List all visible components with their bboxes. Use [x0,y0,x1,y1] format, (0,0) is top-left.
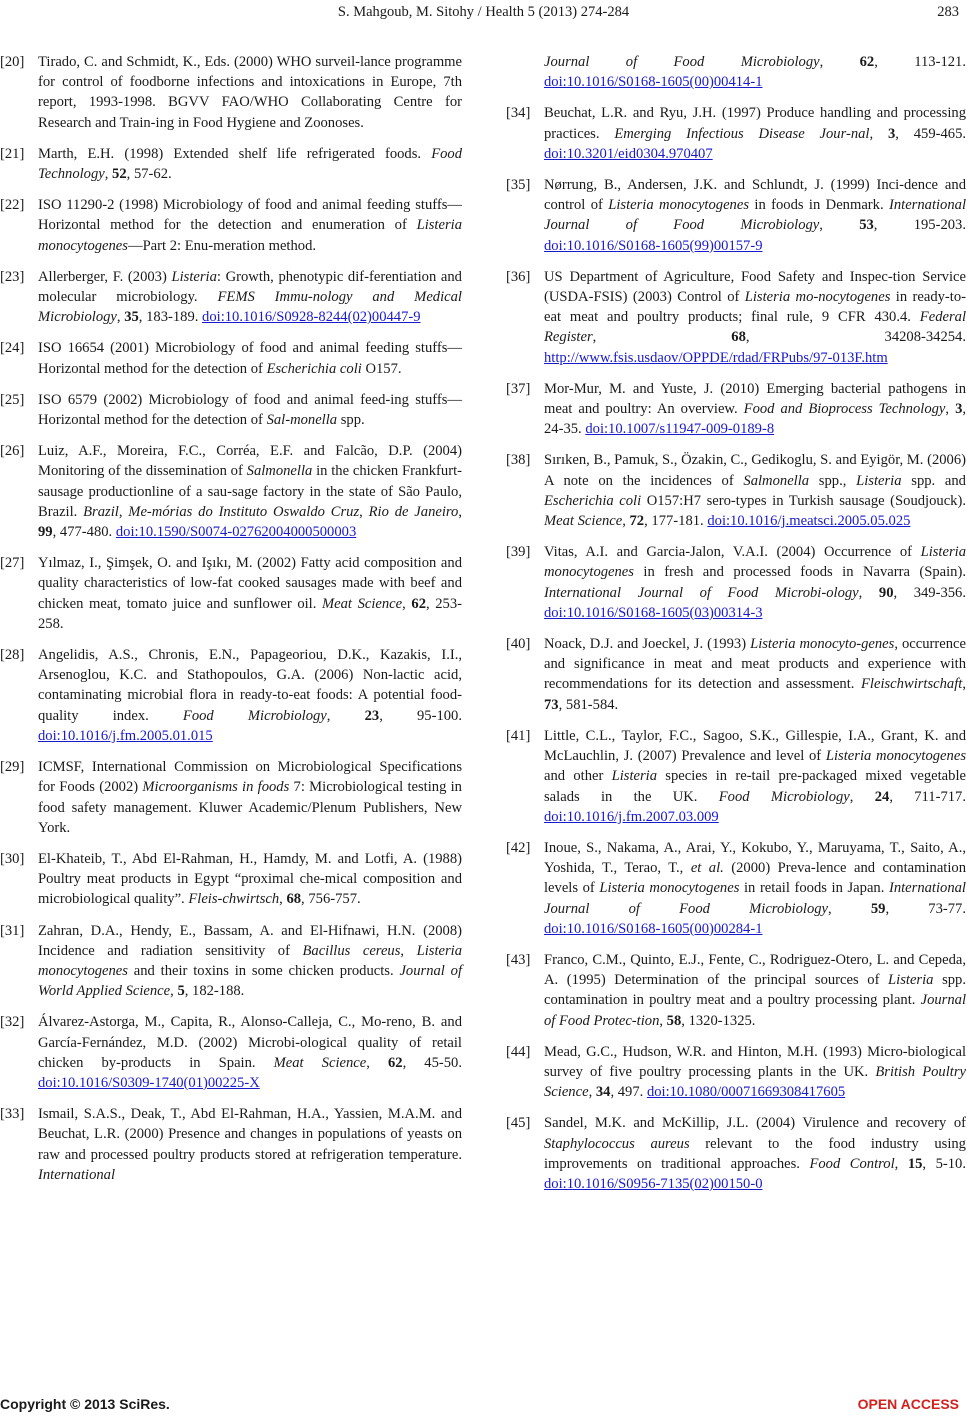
reference-number: [38] [506,452,531,469]
reference-body [544,175,966,256]
reference-text: , 45-50. [402,1054,462,1071]
reference-text: spp. and [901,472,966,489]
reference-text: , [116,309,125,326]
reference-text: in the chicken Frankfurt-sausage productionline of a sau-sage factory in the state of São Paulo, Brazil. [38,463,462,520]
volume-number: 62 [387,1054,403,1071]
reference-text: relevant to the food industry using improvements on traditional approaches. [544,1135,966,1172]
reference-text: , 195-203. [873,217,966,234]
reference-text: , [402,595,412,612]
reference-text: , [849,788,875,805]
reference-text: : Growth, phenotypic dif-ferentiation and molecular microbiology. [38,268,462,306]
italic-text: Meat Science [273,1054,367,1071]
volume-number: 68 [286,891,302,908]
reference-number: [30] [0,850,25,867]
reference-body [38,52,462,133]
italic-text: Rio de Janeiro [368,503,459,520]
italic-text: Salmonella [743,472,810,489]
reference-text: Zahran, D.A., Hendy, E., Bassam, A. and El-Hifnawi, H.N. (2008) Incidence and radiation sensitivity of [38,922,462,959]
volume-number: 3 [887,125,896,142]
reference-text: Mead, G.C., Hudson, W.R. and Hinton, M.H. (1993) Micro-biological survey of five poultry processing plants in the UK. [544,1043,966,1080]
reference-body [544,379,966,440]
italic-text: Bacillus cereus [302,942,401,959]
reference-body [544,450,966,531]
italic-text: Listeria monocyto-genes [750,636,895,653]
italic-text: Food and Bioprocess Technology [743,401,946,418]
italic-text: International [38,1166,116,1183]
doi-link[interactable]: doi:10.1590/S0074-02762004000500003 [115,524,357,541]
italic-text: Meat Science [321,595,403,612]
reference-item [0,338,462,378]
open-access-label: OPEN ACCESS [857,1396,959,1412]
italic-text: Food Control [809,1155,895,1172]
reference-number: [31] [0,922,25,939]
reference-text: , [400,942,417,959]
reference-text: Noack, D.J. and Joeckel, J. (1993) [544,636,751,653]
doi-link[interactable]: doi:10.1007/s11947-009-0189-8 [585,421,775,438]
reference-text: , [359,503,369,520]
reference-body [38,757,462,838]
reference-item [506,1113,966,1194]
doi-link[interactable]: doi:10.1016/S0168-1605(03)00314-3 [544,604,763,621]
volume-number: 73 [544,696,559,713]
volume-number: 23 [364,707,380,724]
doi-link[interactable]: doi:10.1016/S0168-1605(00)00414-1 [544,74,763,91]
reference-item [0,1104,462,1185]
reference-body [38,441,462,542]
reference-text: , 73-77. [885,900,967,917]
reference-text: Yılmaz, I., Şimşek, O. and Işıkı, M. (2002) Fatty acid composition and quality characteristics of low-fat cooked sausages made with beef and chicken meat, tomato juice and sunflower oil. [38,555,462,612]
reference-number: [26] [0,443,25,460]
reference-column-right [506,52,966,1205]
reference-body [544,267,966,368]
reference-item [506,103,966,164]
reference-text: Ismail, S.A.S., Deak, T., Abd El-Rahman, H.A., Yassien, M.A.M. and Beuchat, L.R. (2000) Presence and changes in populations of yeasts on raw and processed poultry products stored at refrigeration temperature. [38,1106,462,1163]
reference-item [0,195,462,256]
reference-text: , 459-465. [895,125,967,142]
reference-text: , [622,513,630,530]
reference-item [0,144,462,184]
italic-text: International Journal of Food Microbi-ology [544,584,859,601]
volume-number: 15 [907,1155,923,1172]
italic-text: Emerging Infectious Disease Jour-nal [614,125,870,142]
italic-text: Federal Register [544,309,966,346]
reference-item [0,1012,462,1093]
reference-item [506,450,966,531]
reference-item [506,726,966,827]
reference-body [544,103,966,164]
reference-number: [40] [506,636,531,653]
italic-text: Microorganisms in foods [142,779,290,796]
reference-text: Sırıken, B., Pamuk, S., Özakin, C., Gedikoglu, S. and Eyigör, M. (2006) A note on the incidences of [544,452,966,489]
reference-number: [24] [0,340,25,357]
reference-body [38,1012,462,1093]
reference-item [0,553,462,634]
italic-text: Escherichia coli [266,360,362,377]
reference-number: [25] [0,391,25,408]
reference-number: [35] [506,177,531,194]
reference-number: [44] [506,1043,531,1060]
doi-link[interactable]: doi:10.1016/j.fm.2007.03.009 [544,808,719,825]
reference-text: Little, C.L., Taylor, F.C., Sagoo, S.K., Gillespie, I.A., Grant, K. and McLauchlin, J. (2007) Prevalence and level of [544,727,966,765]
reference-text: , 711-717. [889,788,967,805]
doi-link[interactable]: doi:10.1016/S0956-7135(02)00150-0 [544,1175,763,1192]
italic-text: Food Microbiology [182,707,327,724]
reference-text: (2000) Preva-lence and contamination levels of [544,860,966,897]
reference-text: , [118,503,129,520]
italic-text: Food Microbiology [718,788,850,805]
italic-text: Journal of World Applied Science [38,962,463,1000]
reference-item [506,379,966,440]
volume-number: 5 [177,983,185,1000]
reference-text: , [819,54,860,70]
reference-text: 7: Microbiological testing in food safety management. Kluwer Academic/Plenum Publishers, New York. [38,779,462,836]
reference-text: and other [544,768,612,785]
reference-text: in ready-to-eat meat and poultry products; final rule, 9 CFR 430.4. [544,289,967,326]
reference-text: , [366,1054,388,1071]
reference-number: [42] [506,839,531,856]
reference-text: Franco, C.M., Quinto, E.J., Fente, C., Rodriguez-Otero, L. and Cepeda, A. (1995) Determination of the principal sources of [544,951,966,989]
italic-text: Me-mórias do Instituto Oswaldo Cruz [128,503,360,520]
italic-text: British Poultry Science [544,1063,966,1101]
reference-text: spp. [337,412,365,429]
volume-number: 62 [859,54,875,70]
doi-link[interactable]: doi:10.1016/S0168-1605(99)00157-9 [544,237,763,254]
reference-text: , 182-188. [184,983,245,1000]
reference-text: , 5-10. [922,1155,966,1172]
italic-text: Listeria [888,972,934,989]
italic-text: Listeria monocytogenes [38,217,462,254]
reference-text: Álvarez-Astorga, M., Capita, R., Alonso-Calleja, C., Mo-reno, B. and García-Fernández, M.D. (2002) Microbi-ological quality of retail chicken by-products in Spain. [38,1014,462,1071]
reference-text: , 183-189. [138,309,203,326]
reference-item [506,175,966,256]
reference-text: , [894,1155,908,1172]
italic-text: Escherichia coli [544,492,642,509]
reference-text: Luiz, A.F., Moreira, F.C., Corréa, E.F. and Falcão, D.P. (2004) Monitoring of the dissemination of [38,443,462,480]
reference-item [506,542,966,623]
reference-text: , [588,1084,596,1101]
reference-text: , [858,584,879,601]
reference-text: , 95-100. [379,707,463,724]
reference-text: , [279,891,287,908]
page-footer [0,1396,967,1414]
volume-number: 90 [878,584,894,601]
reference-column-left [0,52,462,1196]
italic-text: Journal of Food Protec-tion [544,992,966,1029]
volume-number: 53 [859,217,874,234]
reference-text: , 34208-34254. [745,329,966,346]
reference-body [544,634,966,715]
volume-number: 59 [870,900,886,917]
reference-text: species in re-tail pre-packaged mixed vegetable salads in the UK. [544,768,966,805]
reference-text: ISO 6579 (2002) Microbiology of food and animal feed-ing stuffs—Horizontal method for the detection of [38,391,462,429]
reference-text: spp., [809,472,857,489]
reference-text: Angelidis, A.S., Chronis, E.N., Papageoriou, D.K., Kazakis, I.I., Arsenoglou, K.C. and Stathopoulos, G.A. (2006) Non-lactic acid, contaminating microbial flora in ready-to-eat foods: A potential food-quality index. [38,647,462,724]
reference-body [38,195,462,256]
reference-item [506,1042,966,1103]
reference-text: , 349-356. [893,584,967,601]
reference-text: ICMSF, International Commission on Microbiological Specifications for Foods (2002) [38,759,462,796]
reference-number: [43] [506,951,531,968]
reference-text: Mor-Mur, M. and Yuste, J. (2010) Emerging bacterial pathogens in meat and poultry: An overview. [544,380,966,418]
doi-link[interactable]: doi:10.3201/eid0304.970407 [544,145,713,162]
doi-link[interactable]: doi:10.1016/S0168-1605(00)00284-1 [544,920,763,937]
reference-text: , 581-584. [558,696,619,713]
volume-number: 62 [411,595,426,612]
reference-number: [41] [506,727,531,744]
italic-text: Listeria monocytogenes [38,942,463,979]
italic-text: International Journal of Food Microbiology [544,197,967,234]
reference-text: ISO 16654 (2001) Microbiology of food and animal feeding stuffs—Horizontal method for the detection of [38,340,462,377]
volume-number: 3 [955,401,963,418]
reference-text: , [458,503,462,520]
reference-item [506,838,966,939]
volume-number: 68 [731,329,746,346]
italic-text: Fleis-chwirtsch [188,891,280,908]
volume-number: 24 [874,788,890,805]
volume-number: 58 [666,1012,682,1029]
reference-number: [39] [506,544,531,561]
italic-text: Listeria monocytogenes [599,880,740,897]
running-title: S. Mahgoub, M. Sitohy / Health 5 (2013) 274-284 [337,4,630,20]
italic-text: International Journal of Food Microbiology [544,880,966,917]
doi-link[interactable]: doi:10.1016/j.meatsci.2005.05.025 [707,513,911,530]
reference-text: , [326,707,365,724]
italic-text: Meat Science [544,513,623,530]
italic-text: Listeria [856,472,902,489]
reference-body [38,1104,462,1185]
reference-text: El-Khateib, T., Abd El-Rahman, H., Hamdy, M. and Lotfi, A. (1988) Poultry meat products in Egypt “proximal che-mical composition and microbiological quality”. [38,850,462,908]
page-header [0,4,967,26]
reference-body [544,838,966,939]
page-number: 283 [937,4,959,20]
reference-body [544,1042,966,1103]
italic-text: Listeria mo-nocytogenes [744,289,891,306]
reference-number: [27] [0,555,25,572]
reference-number: [45] [506,1115,531,1132]
reference-number: [34] [506,105,531,122]
reference-item [0,441,462,542]
italic-text: FEMS Immu-nology and Medical Microbiology [38,289,462,326]
reference-item [0,52,462,133]
reference-number: [37] [506,380,531,397]
reference-text: , [659,1012,667,1029]
doi-link[interactable]: doi:10.1016/S0928-8244(02)00447-9 [202,309,421,326]
volume-number: 35 [124,309,139,326]
reference-text: , 1320-1325. [681,1012,756,1029]
reference-text: , [592,329,732,346]
reference-number: [28] [0,647,25,664]
reference-text: , [869,125,888,142]
italic-text: Journal of Food Microbiology [544,54,820,70]
reference-text: Nørrung, B., Andersen, J.K. and Schlundt, J. (1999) Inci-dence and control of [544,177,966,214]
reference-body [38,338,462,378]
reference-body [38,144,462,184]
reference-continuation [506,52,966,92]
reference-number: [21] [0,145,25,162]
italic-text: Staphylococcus aureus [544,1135,690,1152]
reference-text: US Department of Agriculture, Food Safety and Inspec-tion Service (USDA-FSIS) (2003) Control of [544,268,966,306]
doi-link[interactable]: doi:10.1016/S0309-1740(01)00225-X [38,1074,260,1091]
reference-body [38,921,462,1002]
reference-text: O157:H7 sero-types in Turkish sausage (Soudjouck). [641,492,966,509]
reference-number: [36] [506,268,531,285]
reference-body [544,1113,966,1194]
reference-number: [29] [0,759,25,776]
doi-link[interactable]: doi:10.1016/j.fm.2005.01.015 [38,727,213,744]
reference-body [38,390,462,430]
reference-text: in foods in Denmark. [749,197,889,214]
volume-number: 52 [112,166,127,183]
reference-text: , 57-62. [126,166,172,183]
reference-body [544,726,966,827]
copyright-notice: Copyright © 2013 SciRes. [0,1396,170,1412]
reference-text: , occurrence and significance in meat and meat products and experience with recommendations for its detection and assessment. [544,636,967,693]
reference-text: and their toxins in some chicken products. [127,962,400,979]
italic-text: et al. [690,860,724,877]
reference-item [0,921,462,1002]
reference-number: [22] [0,197,25,214]
reference-body [38,553,462,634]
reference-text: , [170,983,178,1000]
reference-text: , [104,166,113,183]
volume-number: 34 [595,1084,611,1101]
reference-text: Sandel, M.K. and McKillip, J.L. (2004) Virulence and recovery of [544,1115,966,1132]
reference-text: spp. contamination in poultry meat and a poultry processing plant. [544,972,966,1009]
reference-text: ISO 11290-2 (1998) Microbiology of food and animal feeding stuffs—Horizontal method for the detection and enumeration of [38,197,462,234]
reference-text: Allerberger, F. (2003) [38,268,172,285]
reference-number: [33] [0,1106,25,1123]
reference-text: O157. [361,360,402,377]
reference-number: [20] [0,54,25,70]
reference-item [0,849,462,910]
volume-number: 72 [629,513,645,530]
reference-text: Tirado, C. and Schmidt, K., Eds. (2000) WHO surveil-lance programme for control of foodborne infections and intoxications in Europe, 7th report, 1993-1998. BGVV FAO/WHO Collaborating Centre for Research and Train-ing in Food Hygiene and Zoonoses. [38,54,462,131]
italic-text: Listeria monocytogenes [544,544,966,581]
italic-text: Listeria monocytogenes [608,197,750,214]
reference-item [506,634,966,715]
reference-text: , [962,676,966,693]
reference-text: , 24-35. [544,401,967,438]
reference-text: , 113-121. [874,54,966,70]
reference-item [0,267,462,328]
reference-text: , 253-258. [38,595,462,632]
volume-number: 99 [38,524,53,541]
reference-text: in fresh and processed foods in Navarra (Spain). [633,564,966,581]
reference-text: Inoue, S., Nakama, A., Arai, Y., Kokubo, Y., Maruyama, T., Saito, A., Yoshida, T., Terao, T., [544,839,966,877]
italic-text: Fleischwirtschaft [861,676,963,693]
italic-text: Listeria monocytogenes [825,748,966,765]
reference-text: , 477-480. [52,524,116,541]
reference-body [38,849,462,910]
reference-item [0,757,462,838]
reference-body [38,645,462,746]
reference-text: —Part 2: Enu-meration method. [127,237,317,254]
reference-text: , [945,401,956,418]
italic-text: Salmonella [246,463,313,480]
reference-number: [23] [0,268,25,285]
doi-link[interactable]: http://www.fsis.usdaov/OPPDE/rdad/FRPubs/97-013F.htm [544,349,888,366]
reference-text: , 497. [610,1084,647,1101]
reference-body [544,542,966,623]
reference-body [38,267,462,328]
reference-item [506,950,966,1031]
reference-item [506,267,966,368]
reference-text: Beuchat, L.R. and Ryu, J.H. (1997) Produce handling and processing practices. [544,105,966,142]
reference-number: [32] [0,1014,25,1031]
reference-text: Marth, E.H. (1998) Extended shelf life refrigerated foods. [38,145,432,162]
italic-text: Food Technology [38,145,462,183]
reference-text: , [828,900,871,917]
italic-text: Brazil [83,503,119,520]
reference-text: Vitas, A.I. and Garcia-Jalon, V.A.I. (2004) Occurrence of [544,544,921,561]
reference-text: , 177-181. [644,513,708,530]
italic-text: Listeria [171,268,217,285]
reference-text: , [819,217,860,234]
reference-item [0,390,462,430]
italic-text: Listeria [611,768,658,785]
doi-link[interactable]: doi:10.1080/00071669308417605 [646,1084,846,1101]
reference-body [544,950,966,1031]
reference-item [0,645,462,746]
italic-text: Sal-monella [266,412,338,429]
reference-text: in retail foods in Japan. [739,880,889,897]
reference-text: , 756-757. [301,891,361,908]
